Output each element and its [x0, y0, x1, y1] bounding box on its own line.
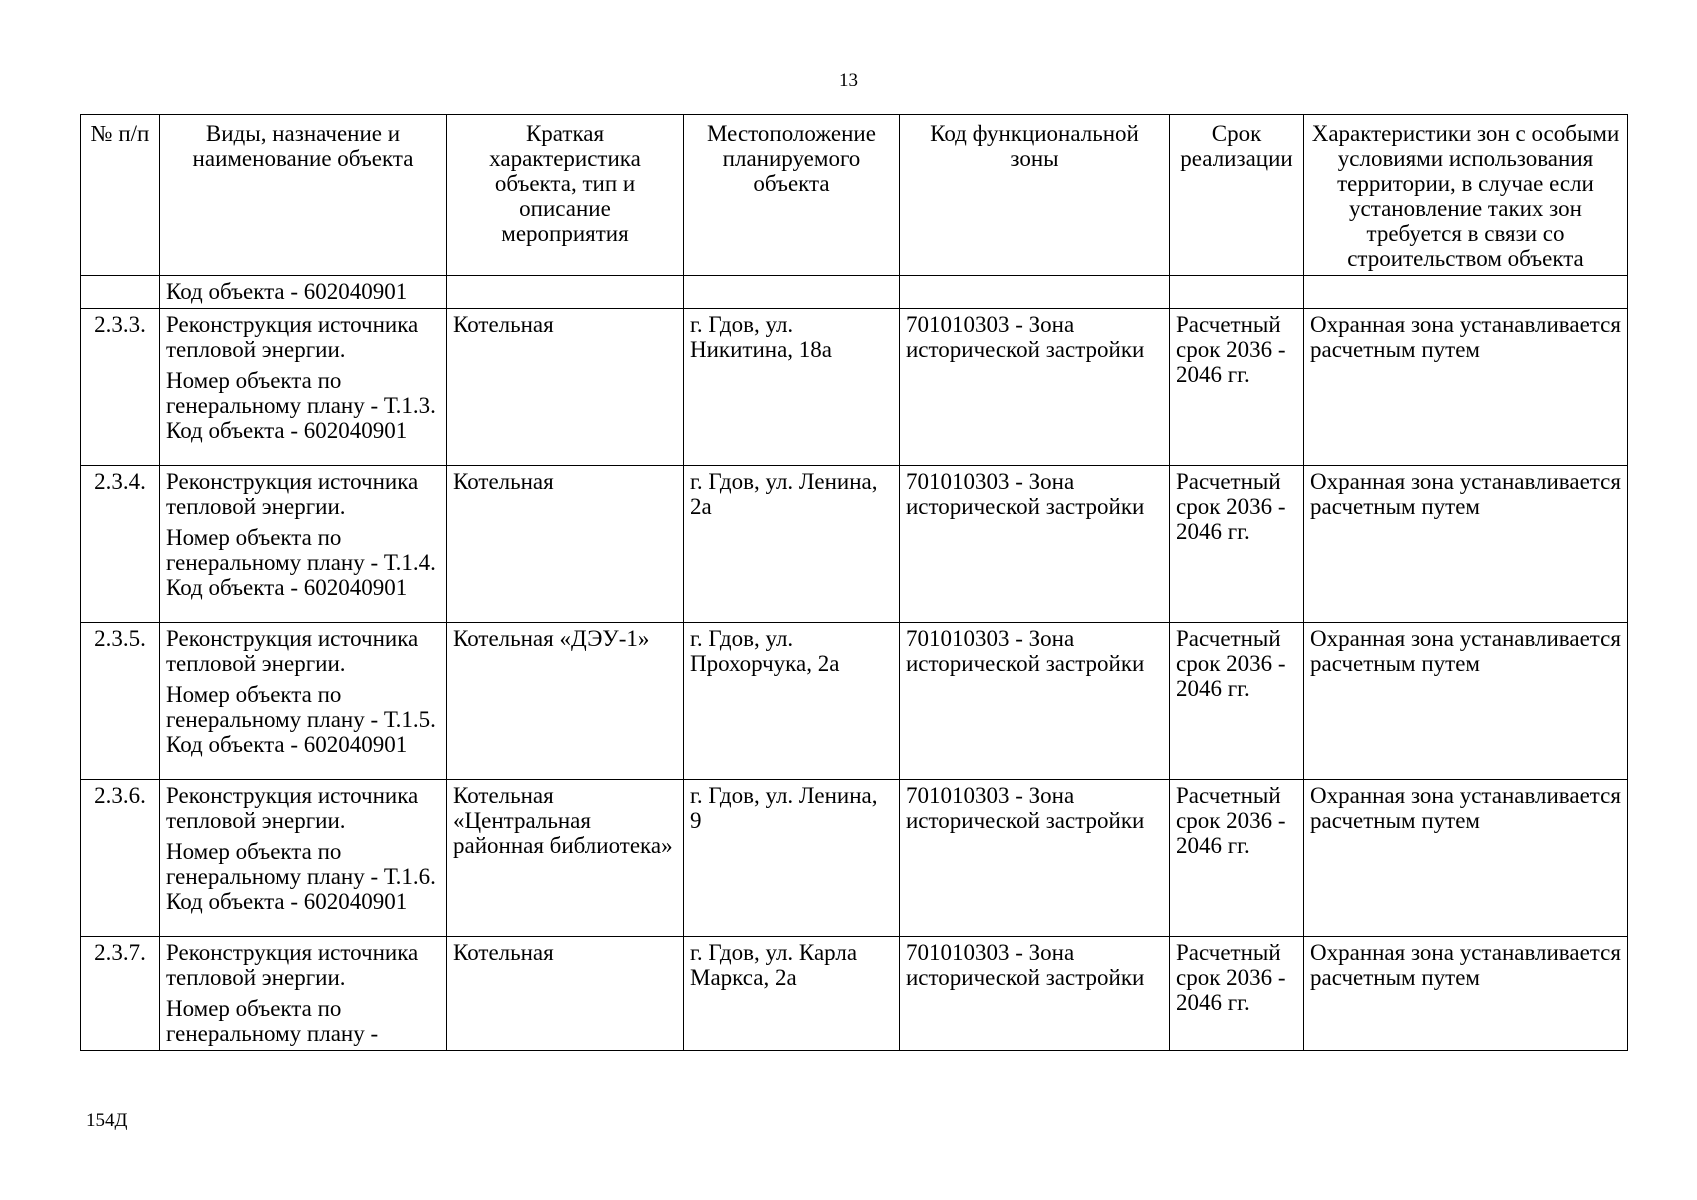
cell-characteristic: Котельная — [447, 309, 684, 466]
cell-location: г. Гдов, ул. Ленина, 2а — [684, 466, 900, 623]
cell-term: Расчетный срок 2036 - 2046 гг. — [1170, 780, 1304, 937]
object-code: Код объекта - 602040901 — [166, 575, 408, 600]
cell-zone-code: 701010303 - Зона исторической застройки — [900, 937, 1170, 1051]
cell-special-zones: Охранная зона устанавливается расчетным путем — [1304, 309, 1628, 466]
cell-object-name — [160, 309, 447, 466]
object-code: Код объекта - 602040901 — [166, 889, 408, 914]
cell-term: Расчетный срок 2036 - 2046 гг. — [1170, 623, 1304, 780]
cell-location: г. Гдов, ул. Прохорчука, 2а — [684, 623, 900, 780]
object-code: Код объекта - 602040901 — [166, 732, 408, 757]
cell-number: 2.3.5. — [81, 623, 160, 780]
cell-zone-code: 701010303 - Зона исторической застройки — [900, 780, 1170, 937]
table-row — [81, 466, 1628, 623]
cell-zone-code: 701010303 - Зона исторической застройки — [900, 623, 1170, 780]
cell-special-zones: Охранная зона устанавливается расчетным путем — [1304, 466, 1628, 623]
footer-code: 154Д — [86, 1110, 128, 1131]
cell-empty — [1304, 276, 1628, 309]
header-object-name: Виды, назначение и наименование объекта — [160, 115, 447, 276]
page-number: 13 — [839, 70, 858, 91]
cell-empty — [684, 276, 900, 309]
table-header-row — [81, 115, 1628, 276]
cell-number: 2.3.3. — [81, 309, 160, 466]
cell-object-name — [160, 466, 447, 623]
cell-object-code: Код объекта - 602040901 — [160, 276, 447, 309]
cell-term: Расчетный срок 2036 - 2046 гг. — [1170, 466, 1304, 623]
cell-characteristic: Котельная «ДЭУ-1» — [447, 623, 684, 780]
cell-object-name — [160, 780, 447, 937]
plan-number: Номер объекта по генеральному плану - Т.1.3. — [166, 368, 436, 418]
cell-empty — [1170, 276, 1304, 309]
table-row — [81, 780, 1628, 937]
cell-characteristic: Котельная «Центральная районная библиотека» — [447, 780, 684, 937]
cell-special-zones: Охранная зона устанавливается расчетным путем — [1304, 623, 1628, 780]
cell-empty — [900, 276, 1170, 309]
table-row — [81, 937, 1628, 1051]
object-name: Реконструкция источника тепловой энергии. — [166, 783, 419, 833]
plan-number: Номер объекта по генеральному плану - Т.1.6. — [166, 839, 436, 889]
cell-zone-code: 701010303 - Зона исторической застройки — [900, 309, 1170, 466]
table-row — [81, 309, 1628, 466]
plan-number: Номер объекта по генеральному плану - — [166, 996, 379, 1046]
plan-number: Номер объекта по генеральному плану - Т.1.4. — [166, 525, 436, 575]
object-code: Код объекта - 602040901 — [166, 418, 408, 443]
cell-special-zones: Охранная зона устанавливается расчетным путем — [1304, 937, 1628, 1051]
header-characteristic: Краткая характеристика объекта, тип и описание мероприятия — [447, 115, 684, 276]
cell-location: г. Гдов, ул. Ленина, 9 — [684, 780, 900, 937]
object-name: Реконструкция источника тепловой энергии. — [166, 469, 419, 519]
cell-characteristic: Котельная — [447, 937, 684, 1051]
cell-term: Расчетный срок 2036 - 2046 гг. — [1170, 937, 1304, 1051]
cell-object-name — [160, 623, 447, 780]
cell-zone-code: 701010303 - Зона исторической застройки — [900, 466, 1170, 623]
object-name: Реконструкция источника тепловой энергии. — [166, 940, 419, 990]
cell-term: Расчетный срок 2036 - 2046 гг. — [1170, 309, 1304, 466]
table-row — [81, 276, 1628, 309]
cell-special-zones: Охранная зона устанавливается расчетным путем — [1304, 780, 1628, 937]
cell-location: г. Гдов, ул. Карла Маркса, 2а — [684, 937, 900, 1051]
header-location: Местоположение планируемого объекта — [684, 115, 900, 276]
object-name: Реконструкция источника тепловой энергии. — [166, 626, 419, 676]
cell-number: 2.3.6. — [81, 780, 160, 937]
cell-characteristic: Котельная — [447, 466, 684, 623]
cell-location: г. Гдов, ул. Никитина, 18а — [684, 309, 900, 466]
header-term: Срок реализации — [1170, 115, 1304, 276]
objects-table — [80, 114, 1628, 1051]
header-number: № п/п — [81, 115, 160, 276]
header-zone-code: Код функциональной зоны — [900, 115, 1170, 276]
cell-number: 2.3.7. — [81, 937, 160, 1051]
plan-number: Номер объекта по генеральному плану - Т.1.5. — [166, 682, 436, 732]
header-special-zones: Характеристики зон с особыми условиями использования территории, в случае если установление таких зон требуется в связи со строительством объекта — [1304, 115, 1628, 276]
object-name: Реконструкция источника тепловой энергии. — [166, 312, 419, 362]
cell-empty — [447, 276, 684, 309]
cell-object-name — [160, 937, 447, 1051]
cell-number — [81, 276, 160, 309]
table-row — [81, 623, 1628, 780]
cell-number: 2.3.4. — [81, 466, 160, 623]
